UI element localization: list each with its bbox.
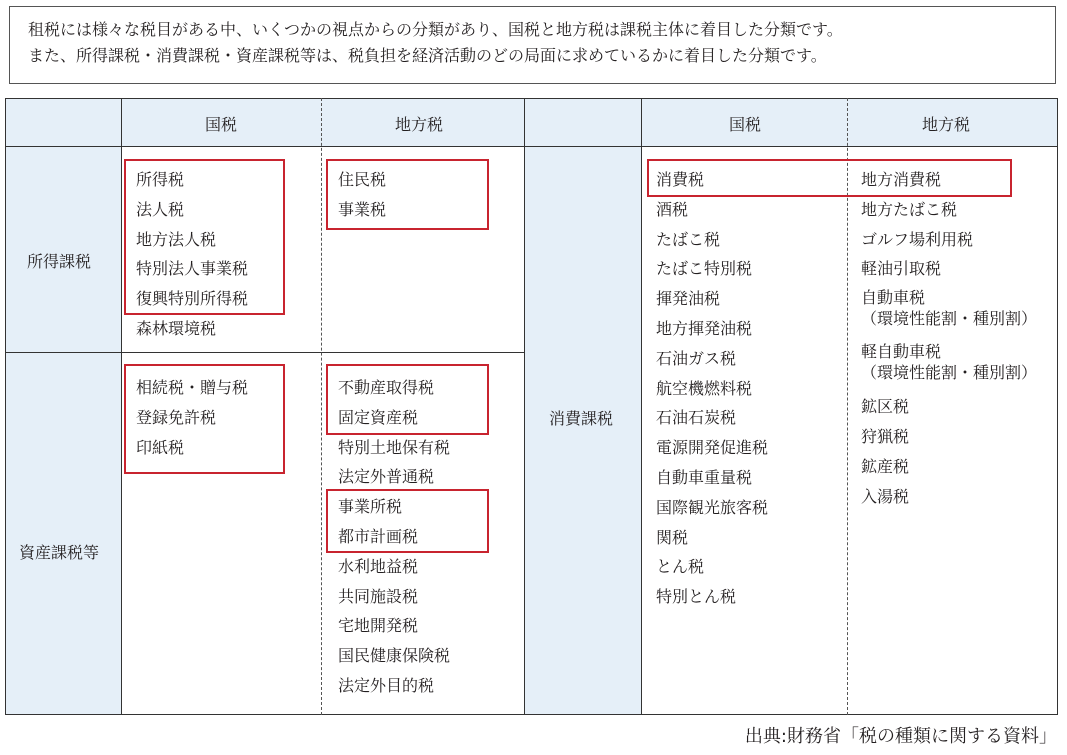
list-item: 法定外普通税 bbox=[338, 467, 435, 487]
list-item: 狩猟税 bbox=[861, 426, 910, 446]
source-citation: 出典:財務省「税の種類に関する資料」 bbox=[744, 726, 1057, 747]
highlight-income-national bbox=[124, 159, 285, 315]
list-item: 酒税 bbox=[656, 199, 689, 219]
list-item: 軽自動車税 （環境性能割・種別割） bbox=[861, 342, 1038, 383]
list-item: 鉱区税 bbox=[861, 397, 910, 417]
table-top-border bbox=[5, 98, 1058, 99]
header-bottom-border bbox=[5, 146, 1058, 147]
highlight-consumption-tax bbox=[647, 159, 1012, 197]
row-label-asset: 資産課税等 bbox=[19, 543, 100, 562]
list-item: 航空機燃料税 bbox=[656, 378, 753, 398]
list-item: 都市計画税 bbox=[338, 526, 419, 546]
list-item: 法人税 bbox=[136, 199, 185, 219]
table-left-border bbox=[5, 98, 6, 715]
list-item: 復興特別所得税 bbox=[136, 289, 249, 309]
header-local-2: 地方税 bbox=[922, 115, 971, 134]
list-item: 事業税 bbox=[338, 199, 387, 219]
list-item: 自動車重量税 bbox=[656, 467, 753, 487]
list-item: 登録免許税 bbox=[136, 407, 217, 427]
list-item: たばこ税 bbox=[656, 229, 721, 249]
list-item: 相続税・贈与税 bbox=[136, 378, 249, 397]
list-item: 地方消費税 bbox=[861, 170, 942, 189]
list-item: ゴルフ場利用税 bbox=[861, 229, 974, 249]
list-item: 水利地益税 bbox=[338, 556, 419, 576]
highlight-asset-national bbox=[124, 364, 285, 474]
middle-label-column-bg bbox=[524, 146, 641, 715]
intro-line-2: また、所得課税・消費課税・資産課税等は、税負担を経済活動のどの局面に求めているかに着目した分類です。 bbox=[28, 46, 827, 65]
list-item: 法定外目的税 bbox=[338, 675, 435, 695]
list-item: 消費税 bbox=[656, 170, 705, 189]
consumption-local-list bbox=[861, 165, 1037, 511]
list-item: 共同施設税 bbox=[338, 586, 419, 606]
table-bottom-border bbox=[5, 714, 1058, 715]
list-item: 特別とん税 bbox=[656, 587, 737, 607]
list-item: 固定資産税 bbox=[338, 407, 419, 427]
header-national-1: 国税 bbox=[205, 115, 238, 134]
list-item: 国民健康保険税 bbox=[338, 646, 451, 666]
table-right-border bbox=[1057, 98, 1058, 715]
row-label-income: 所得課税 bbox=[27, 252, 92, 271]
list-item: 宅地開発税 bbox=[338, 616, 419, 636]
middle-label-divider bbox=[641, 98, 642, 715]
list-item: 鉱産税 bbox=[861, 456, 910, 476]
list-item: 地方たばこ税 bbox=[861, 199, 958, 219]
list-item: 関税 bbox=[656, 527, 689, 547]
highlight-asset-local-1 bbox=[326, 364, 489, 435]
list-item: 特別法人事業税 bbox=[136, 259, 249, 279]
list-item: 不動産取得税 bbox=[338, 378, 435, 397]
list-item: 電源開発促進税 bbox=[656, 438, 769, 458]
list-item: 入湯税 bbox=[861, 486, 910, 506]
left-label-column-bg bbox=[5, 146, 121, 715]
list-item: 住民税 bbox=[338, 170, 387, 189]
consumption-national-list bbox=[656, 165, 768, 612]
list-item: 石油ガス税 bbox=[656, 348, 737, 368]
highlight-income-local bbox=[326, 159, 489, 230]
tax-classification-table bbox=[5, 98, 1058, 715]
list-item: 自動車税 （環境性能割・種別割） bbox=[861, 288, 1038, 329]
list-item: 軽油引取税 bbox=[861, 259, 942, 279]
list-item: 事業所税 bbox=[338, 497, 403, 517]
intro-line-1: 租税には様々な税目がある中、いくつかの視点からの分類があり、国税と地方税は課税主体に着目した分類です。 bbox=[28, 20, 843, 39]
left-label-divider bbox=[121, 98, 122, 715]
header-row-bg bbox=[5, 98, 1058, 146]
list-item: とん税 bbox=[656, 557, 705, 577]
list-item: 森林環境税 bbox=[136, 318, 217, 338]
list-item: 印紙税 bbox=[136, 437, 185, 457]
list-item: 地方揮発油税 bbox=[656, 318, 753, 338]
row-label-consumption: 消費課税 bbox=[549, 409, 614, 428]
header-local-1: 地方税 bbox=[395, 115, 444, 134]
list-item: 揮発油税 bbox=[656, 289, 721, 309]
header-national-2: 国税 bbox=[729, 115, 762, 134]
highlight-asset-local-2 bbox=[326, 489, 489, 553]
list-item: 特別土地保有税 bbox=[338, 437, 451, 457]
list-item: 国際観光旅客税 bbox=[656, 497, 769, 517]
list-item: 地方法人税 bbox=[136, 229, 217, 249]
list-item: たばこ特別税 bbox=[656, 259, 753, 279]
income-asset-divider bbox=[5, 352, 524, 353]
intro-box bbox=[9, 6, 1056, 84]
list-item: 石油石炭税 bbox=[656, 408, 737, 428]
dashed-divider-1 bbox=[321, 98, 322, 715]
list-item: 所得税 bbox=[136, 170, 185, 189]
center-divider bbox=[524, 98, 525, 715]
